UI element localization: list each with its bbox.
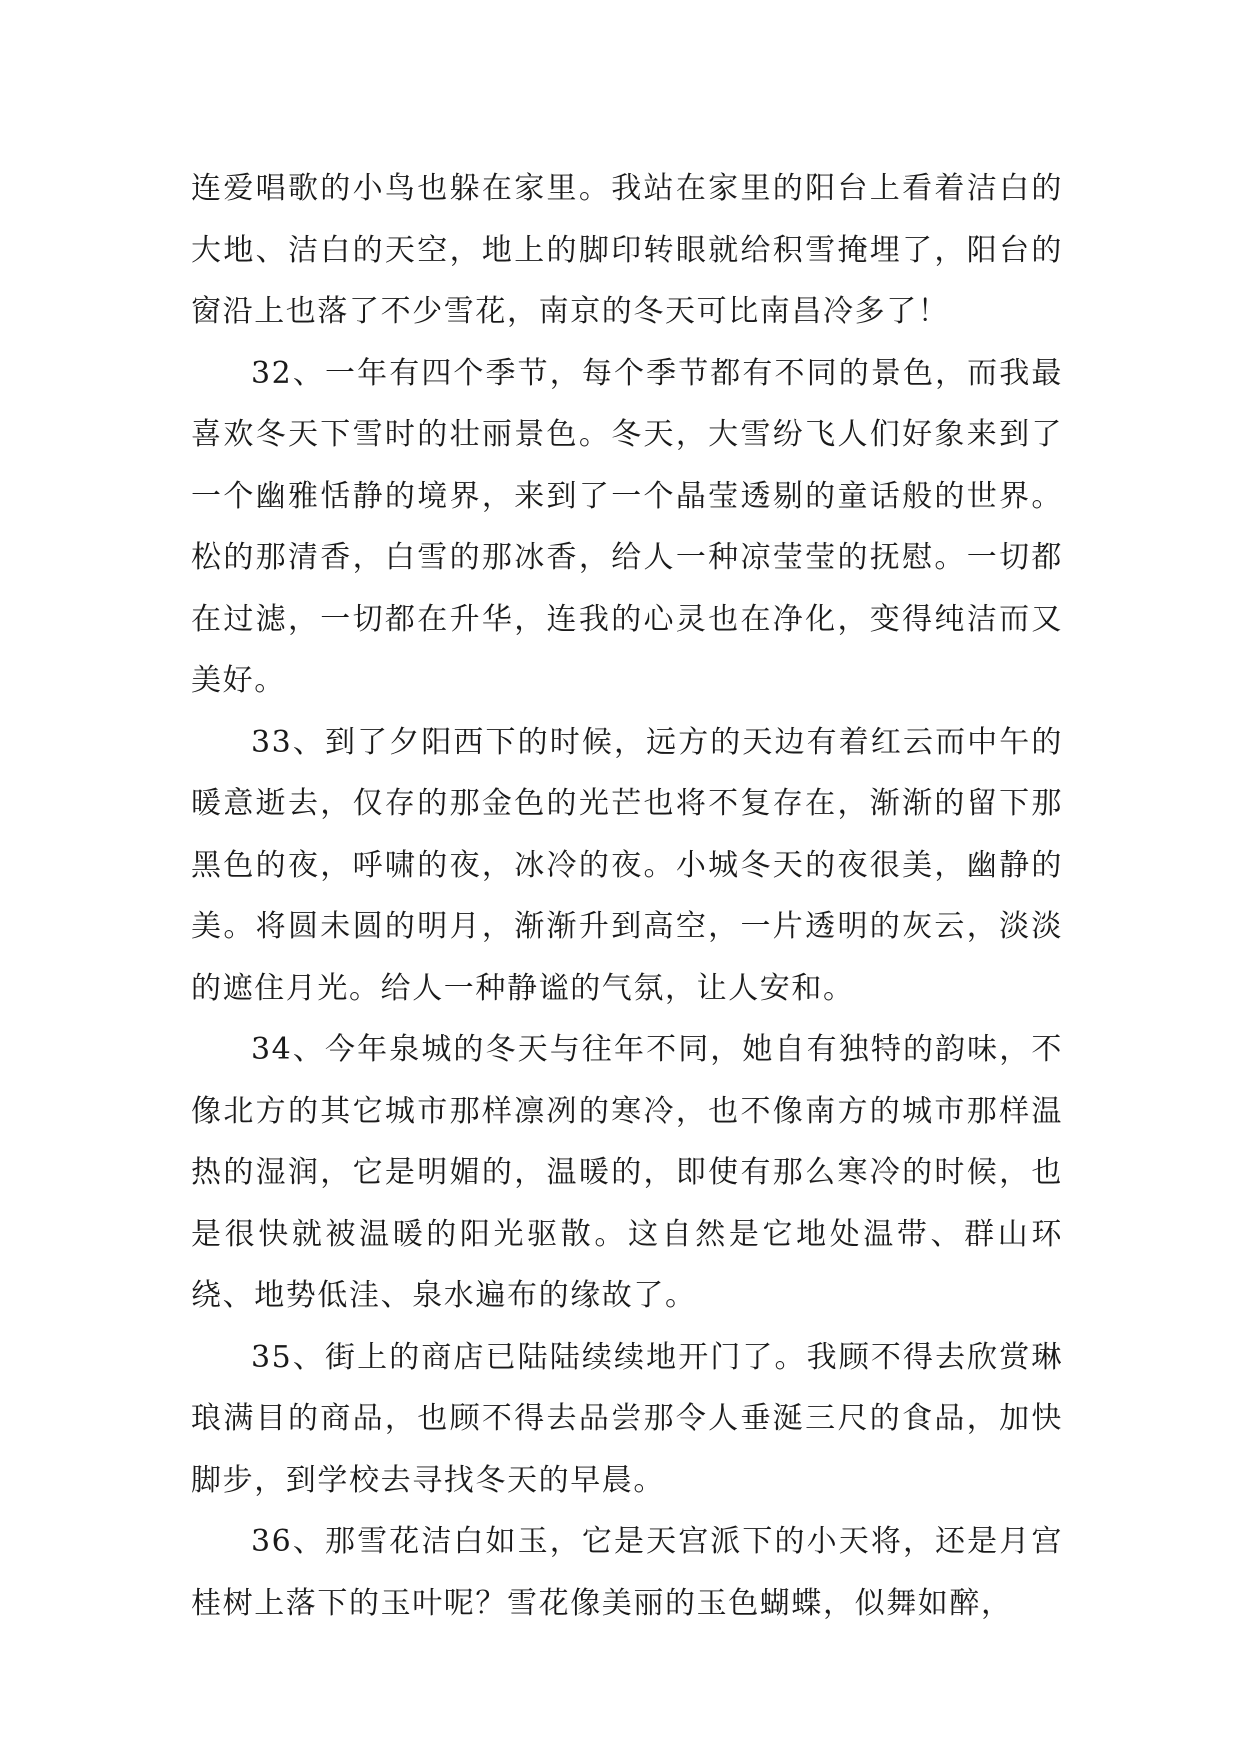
paragraph-35: 35、街上的商店已陆陆续续地开门了。我顾不得去欣赏琳琅满目的商品，也顾不得去品尝那令人垂涎三尺的食品，加快脚步，到学校去寻找冬天的早晨。 — [191, 1339, 1063, 1498]
paragraph-34: 34、今年泉城的冬天与往年不同，她自有独特的韵味，不像北方的其它城市那样凛冽的寒冷，也不像南方的城市那样温热的湿润，它是明媚的，温暖的，即使有那么寒冷的时候，也是很快就被温暖的阳光驱散。这自然是它地处温带、群山环绕、地势低洼、泉水遍布的缘故了。 — [191, 1032, 1063, 1313]
paragraph-continued: 连爱唱歌的小鸟也躲在家里。我站在家里的阳台上看着洁白的大地、洁白的天空，地上的脚印转眼就给积雪掩埋了，阳台的窗沿上也落了不少雪花，南京的冬天可比南昌冷多了！ — [191, 171, 1063, 329]
paragraph-36: 36、那雪花洁白如玉，它是天宫派下的小天将，还是月宫桂树上落下的玉叶呢？雪花像美丽的玉色蝴蝶，似舞如醉， — [191, 1524, 1063, 1621]
paragraph-32: 32、一年有四个季节，每个季节都有不同的景色，而我最喜欢冬天下雪时的壮丽景色。冬天，大雪纷飞人们好象来到了一个幽雅恬静的境界，来到了一个晶莹透剔的童话般的世界。松的那清香，白雪的那冰香，给人一种凉莹莹的抚慰。一切都在过滤，一切都在升华，连我的心灵也在净化，变得纯洁而又美好。 — [191, 355, 1063, 698]
paragraph-33: 33、到了夕阳西下的时候，远方的天边有着红云而中午的暖意逝去，仅存的那金色的光芒也将不复存在，渐渐的留下那黑色的夜，呼啸的夜，冰冷的夜。小城冬天的夜很美，幽静的美。将圆未圆的明月，渐渐升到高空，一片透明的灰云，淡淡的遮住月光。给人一种静谧的气氛，让人安和。 — [191, 724, 1063, 1006]
document-body — [191, 158, 1063, 1634]
